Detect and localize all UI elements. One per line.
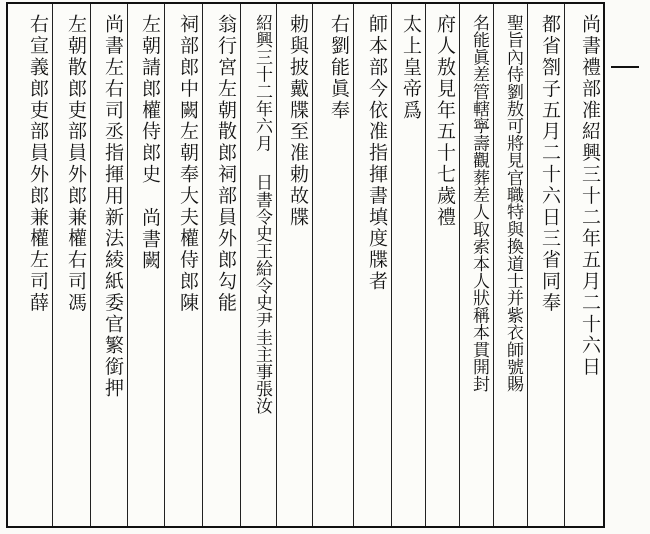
column-8 (313, 4, 354, 526)
column-text: 名能眞差管轄寧壽觀葬差人取索本人狀稱本貫開封 (469, 14, 489, 393)
column-text-part: 尚書闕 (139, 207, 161, 272)
column-text-part: 日書令史王給令史尹圭主事張汝 (252, 173, 272, 415)
column-6 (392, 4, 426, 526)
text-frame (6, 2, 605, 528)
column-9 (277, 4, 313, 526)
column-text: 左朝散郎吏部員外郎兼權右司馮 (65, 14, 87, 314)
column-text-part: 紹興三十二年六月 (252, 14, 272, 152)
column-12 (165, 4, 203, 526)
column-text: 尚書左右司丞指揮用新法綾紙委官繁銜押 (102, 14, 124, 400)
column-16 (13, 4, 53, 526)
column-1 (565, 4, 605, 526)
column-text (128, 14, 165, 271)
column-text: 翁行宮左朝散郎祠部員外郎勾能 (215, 14, 237, 314)
column-text-part: 左朝請郎權侍郎史 (139, 14, 161, 186)
column-4 (460, 4, 494, 526)
column-15 (53, 4, 91, 526)
page-number-mark (610, 58, 640, 98)
column-text: 師本部今依准指揮書填度牒者 (366, 14, 388, 293)
column-13 (128, 4, 165, 526)
column-text: 右劉能眞奉 (328, 14, 350, 121)
column-14 (91, 4, 128, 526)
column-10 (241, 4, 277, 526)
column-2 (528, 4, 565, 526)
column-text: 太上皇帝爲 (400, 14, 422, 121)
column-11 (203, 4, 241, 526)
column-5 (426, 4, 460, 526)
column-text: 祠部郎中闕左朝奉大夫權侍郎陳 (177, 14, 199, 314)
column-text: 勅與披戴牒至准勅故牒 (287, 14, 309, 228)
column-text: 都省劄子五月二十六日三省同奉 (539, 14, 561, 314)
column-text: 尚書禮部准紹興三十二年五月二十六日 (579, 14, 601, 378)
column-text (241, 14, 277, 414)
column-text: 右宣義郎吏部員外郎兼權左司薛 (27, 14, 49, 314)
column-text: 聖旨內侍劉敖可將見官職特與換道士并紫衣師號賜 (503, 14, 523, 393)
column-3 (494, 4, 528, 526)
column-7 (354, 4, 392, 526)
column-text: 府人敖見年五十七歲禮 (434, 14, 456, 228)
